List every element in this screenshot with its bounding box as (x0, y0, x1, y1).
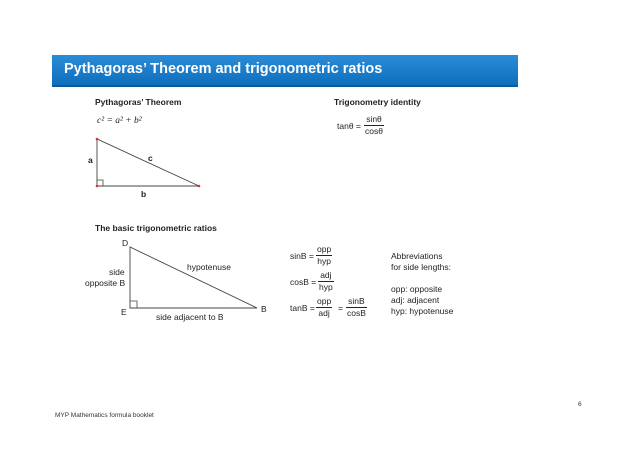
adjacent-label: side adjacent to B (156, 312, 224, 322)
pythagoras-formula: c² = a² + b² (97, 116, 142, 126)
abbrev-opp: opp: opposite (391, 284, 443, 294)
sin-lhs: sinB = (290, 251, 314, 261)
tan-sin-cos-fraction (346, 296, 367, 319)
sin-numerator: opp (317, 244, 332, 254)
identity-numerator: sinθ (364, 114, 384, 126)
side-label-a: a (88, 155, 93, 165)
basic-heading: The basic trigonometric ratios (95, 223, 217, 233)
identity-denominator: cosθ (365, 126, 383, 136)
tan-numerator: opp (317, 296, 332, 306)
vertex-e: E (121, 307, 127, 317)
identity-heading: Trigonometry identity (334, 97, 421, 107)
hypotenuse-label: hypotenuse (187, 262, 231, 272)
tan-denominator: adj (318, 308, 330, 318)
abbrev-hyp: hyp: hypotenuse (391, 306, 454, 316)
page-title: Pythagoras’ Theorem and trigonometric ratios (64, 61, 383, 77)
cos-denominator: hyp (319, 282, 333, 292)
vertex-dot (198, 185, 201, 188)
side-label-line1: side (109, 267, 125, 277)
tan-cos-denominator: cosB (347, 308, 366, 318)
vertex-dot (96, 185, 99, 188)
sin-fraction (316, 244, 332, 267)
side-label-b: b (141, 189, 147, 199)
vertex-dot (96, 138, 99, 141)
page-number: 6 (578, 401, 582, 408)
vertex-b: B (261, 304, 267, 314)
identity-fraction (364, 114, 384, 137)
abbrev-heading-2: for side lengths: (391, 262, 452, 272)
cos-fraction (318, 270, 334, 293)
tan-lhs: tanB = (290, 303, 315, 313)
abbrev-heading-1: Abbreviations (391, 251, 443, 261)
abbrev-adj: adj: adjacent (391, 295, 440, 305)
tan-sin-numerator: sinB (346, 296, 367, 308)
tan-fraction (316, 296, 332, 319)
tan-equals: = (338, 303, 343, 313)
trig-triangle (130, 247, 257, 308)
cos-lhs: cosB = (290, 277, 317, 287)
side-label-line2: opposite B (85, 278, 126, 288)
booklet-footer: MYP Mathematics formula booklet (55, 412, 154, 419)
pythagoras-heading: Pythagoras’ Theorem (95, 97, 182, 107)
sin-denominator: hyp (317, 256, 331, 266)
side-label-c: c (148, 153, 153, 163)
identity-lhs: tanθ = (337, 121, 361, 131)
cos-numerator: adj (318, 270, 334, 282)
vertex-d: D (122, 238, 129, 248)
